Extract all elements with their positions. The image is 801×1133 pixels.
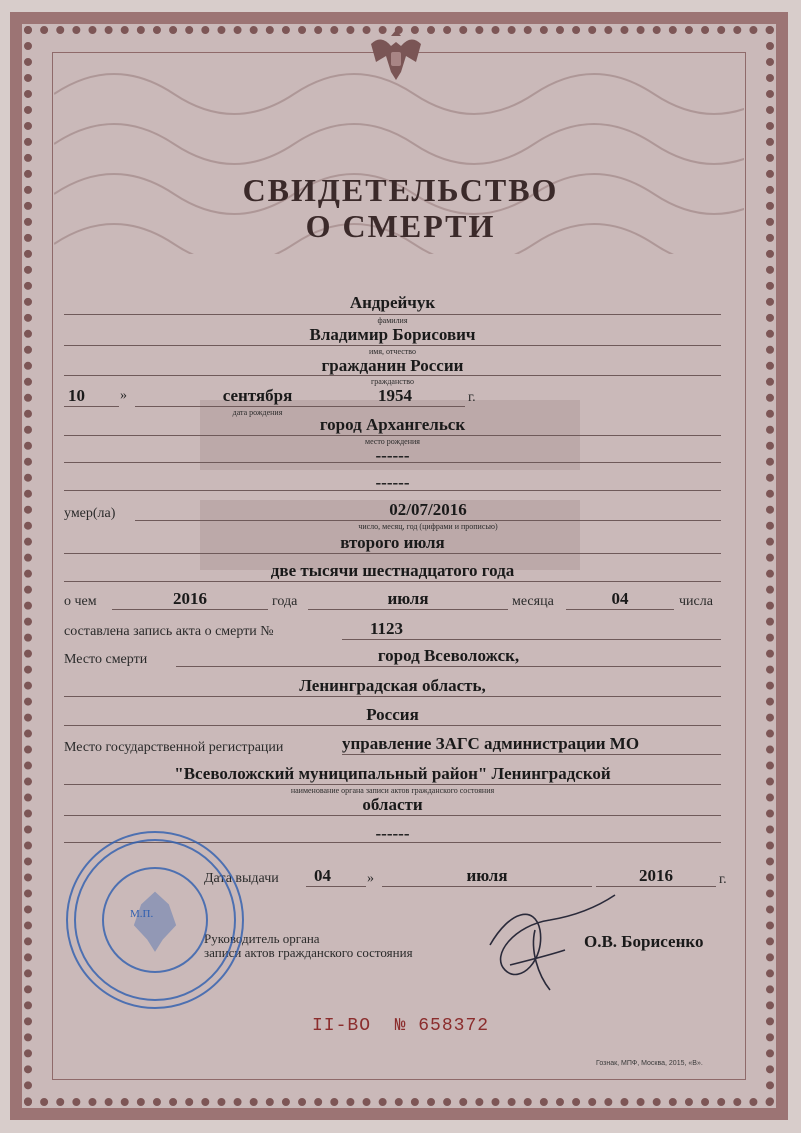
issue-quote: »	[367, 871, 374, 886]
record-day: 04	[611, 589, 629, 608]
birth-place-caption: место рождения	[365, 437, 420, 446]
record-year: 2016	[173, 589, 207, 608]
citizenship-caption: гражданство	[370, 377, 415, 386]
birth-place-extra2: ------	[375, 473, 410, 492]
record-month: июля	[387, 589, 429, 608]
death-place-line2: Ленинградская область,	[299, 676, 486, 695]
record-month-line	[308, 609, 508, 610]
registration-line3-rule	[64, 815, 721, 816]
serial-series: II-ВО	[312, 1016, 372, 1036]
registration-line2-rule	[64, 784, 721, 785]
birth-year-line	[380, 406, 465, 407]
record-year-line	[112, 609, 268, 610]
signatory-name: О.В. Борисенко	[584, 932, 704, 951]
certificate-title-line2: О СМЕРТИ	[305, 208, 496, 244]
birth-place-extra2-line	[64, 490, 721, 491]
serial-number	[312, 1016, 489, 1036]
registration-caption: наименование органа записи актов гражданского состояния	[290, 786, 495, 795]
death-words1-line	[64, 553, 721, 554]
death-date-words1: второго июля	[340, 533, 445, 552]
birth-day: 10	[68, 386, 85, 405]
birth-year: 1954	[378, 386, 412, 405]
name-caption: имя, отчество	[369, 347, 416, 356]
death-place-line3: Россия	[366, 705, 419, 724]
birth-place-extra1-line	[64, 462, 721, 463]
record-label: составлена запись акта о смерти №	[64, 624, 274, 639]
record-number: 1123	[370, 619, 404, 638]
official-stamp-icon	[60, 825, 250, 1015]
issue-month: июля	[466, 866, 508, 885]
signatory-role-line1: Руководитель органа	[204, 931, 320, 946]
registration-line1: управление ЗАГС администрации МО	[342, 734, 640, 753]
name-value: Владимир Борисович	[309, 325, 476, 344]
death-date-numeric: 02/07/2016	[389, 500, 467, 519]
registration-line4: ------	[375, 824, 410, 843]
record-prefix: о чем	[64, 594, 97, 609]
death-place-line1-rule	[176, 666, 721, 667]
birth-caption: дата рождения	[232, 408, 283, 417]
death-words2-line	[64, 581, 721, 582]
birth-place-line	[64, 435, 721, 436]
signature-icon	[480, 890, 620, 1000]
birth-quote: »	[120, 388, 127, 403]
certificate-title-line1: СВИДЕТЕЛЬСТВО	[242, 172, 559, 208]
record-day-line	[566, 609, 674, 610]
birth-day-line	[64, 406, 119, 407]
issue-year: 2016	[639, 866, 673, 885]
record-day-word: числа	[679, 594, 713, 609]
printer-info: Гознак, МПФ, Москва, 2015, «В».	[596, 1060, 703, 1067]
birth-year-suffix: г.	[468, 390, 476, 405]
serial-number-sign: №	[394, 1016, 407, 1036]
death-place-line1: город Всеволожск,	[377, 646, 520, 665]
issue-year-line	[596, 886, 716, 887]
death-place-line3-rule	[64, 725, 721, 726]
serial-number-value: 658372	[418, 1016, 490, 1036]
death-label: умер(ла)	[64, 506, 116, 521]
record-number-line	[342, 639, 721, 640]
registration-label: Место государственной регистрации	[64, 740, 284, 755]
surname-line	[64, 314, 721, 315]
birth-month-line	[135, 406, 380, 407]
record-month-word: месяца	[512, 594, 554, 609]
registration-line2: "Всеволожский муниципальный район" Ленинградской	[174, 764, 611, 783]
death-date-line	[135, 520, 721, 521]
surname-value: Андрейчук	[349, 293, 436, 312]
coat-of-arms-icon	[361, 22, 431, 92]
issue-year-suffix: г.	[719, 872, 727, 887]
death-place-line2-rule	[64, 696, 721, 697]
name-line	[64, 345, 721, 346]
registration-line3: области	[362, 795, 423, 814]
issue-month-line	[382, 886, 592, 887]
death-date-words2: две тысячи шестнадцатого года	[270, 561, 515, 580]
death-date-caption: число, месяц, год (цифрами и прописью)	[358, 522, 498, 531]
citizenship-line	[64, 375, 721, 376]
death-place-label: Место смерти	[64, 652, 148, 667]
signatory-role-line2: записи актов гражданского состояния	[204, 945, 413, 960]
birth-place-extra1: ------	[375, 446, 410, 465]
citizenship-value: гражданин России	[321, 356, 464, 375]
birth-place-value: город Архангельск	[319, 415, 466, 434]
issue-day-line	[306, 886, 366, 887]
issue-label: Дата выдачи	[204, 871, 279, 886]
stamp-mp: М.П.	[130, 908, 154, 920]
birth-month: сентября	[222, 386, 293, 405]
registration-line1-rule	[342, 754, 721, 755]
record-year-word: года	[272, 594, 298, 609]
surname-caption: фамилия	[377, 316, 408, 325]
issue-day: 04	[314, 866, 331, 885]
